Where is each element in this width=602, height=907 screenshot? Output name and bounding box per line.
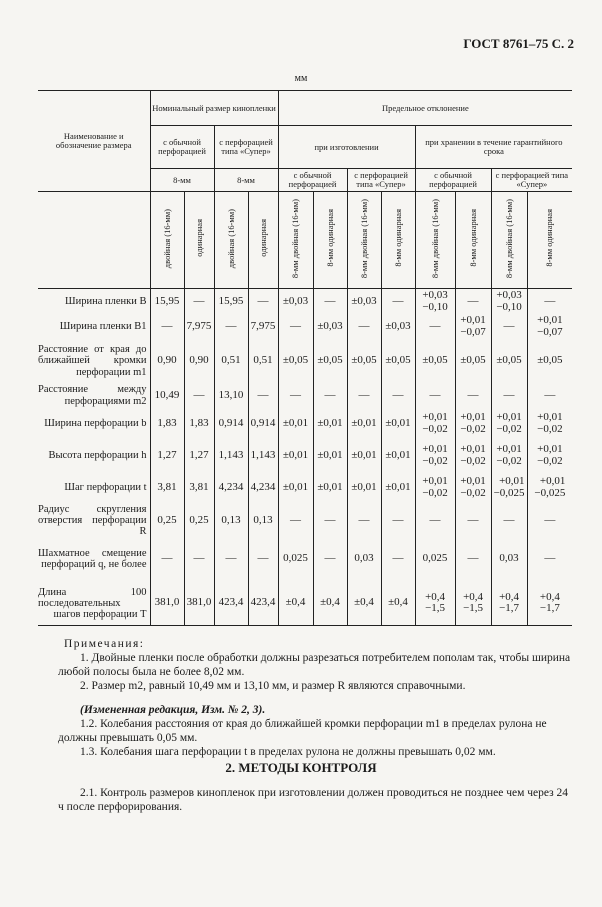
table-cell: 0,914: [214, 408, 248, 440]
table-cell: 0,25: [184, 504, 214, 537]
table-cell: ±0,01: [278, 472, 313, 504]
table-row: [38, 289, 572, 315]
normal-perforation-header: с обычной перфорацией: [150, 126, 214, 169]
table-cell: 0,90: [184, 339, 214, 383]
row-label: Расстояние от края до ближайшей кромки перфорации m1: [38, 344, 147, 378]
table-cell: ±0,01: [278, 408, 313, 440]
table-cell: ±0,01: [278, 440, 313, 472]
col-8mm-double: 8-мм двойная (16-мм): [491, 192, 527, 289]
table-cell: —: [347, 314, 381, 339]
manufacture-normal-header: с обычной перфорацией: [278, 169, 347, 192]
table-cell: 1,83: [184, 408, 214, 440]
table-row: [38, 339, 572, 383]
table-cell: ±0,05: [527, 339, 572, 383]
col-8mm-double: 8-мм двойная (16-мм): [347, 192, 381, 289]
table-cell: 0,51: [214, 339, 248, 383]
paragraph-1-2: 1.2. Колебания расстояния от края до ближайшей кромки перфорации m1 в пределах рулона не должны превышать 0,05 мм.: [58, 718, 547, 744]
table-cell: ±0,4: [313, 581, 347, 626]
table-cell: —: [248, 383, 278, 408]
table-cell: 1,27: [150, 440, 184, 472]
unit-label: мм: [294, 73, 308, 84]
table-cell: +0,01 −0,02: [527, 408, 572, 440]
table-cell: ±0,4: [347, 581, 381, 626]
col-8mm-double: 8-мм двойная (16-мм): [278, 192, 313, 289]
col-single: одинарная: [248, 192, 278, 289]
table-row: [38, 408, 572, 440]
table-cell: 4,234: [214, 472, 248, 504]
col-8mm-single: 8-мм одинарная: [381, 192, 415, 289]
table-cell: +0,01 −0,07: [455, 314, 491, 339]
table-cell: 7,975: [184, 314, 214, 339]
table-cell: +0,01 −0,02: [491, 440, 527, 472]
table-cell: +0,4 −1,7: [491, 581, 527, 626]
table-cell: +0,01 −0,025: [491, 472, 527, 504]
table-cell: 15,95: [214, 289, 248, 315]
table-cell: 423,4: [248, 581, 278, 626]
table-cell: +0,01 −0,02: [491, 408, 527, 440]
table-cell: ±0,05: [278, 339, 313, 383]
table-cell: —: [214, 537, 248, 581]
table-cell: 423,4: [214, 581, 248, 626]
table-cell: 3,81: [150, 472, 184, 504]
deviation-header: Предельное отклонение: [278, 91, 572, 126]
table-cell: —: [415, 314, 455, 339]
table-cell: ±0,01: [347, 472, 381, 504]
at-manufacture-header: при изготовлении: [278, 126, 415, 169]
table-cell: 0,13: [248, 504, 278, 537]
table-cell: —: [455, 537, 491, 581]
table-cell: 1,27: [184, 440, 214, 472]
row-label: Расстояние между перфорациями m2: [38, 384, 147, 407]
table-cell: +0,03 −0,10: [491, 289, 527, 315]
table-cell: —: [184, 289, 214, 315]
table-cell: —: [455, 289, 491, 315]
name-column-header: Наименование и обозначение размера: [38, 91, 150, 192]
table-cell: 381,0: [150, 581, 184, 626]
table-cell: ±0,03: [313, 314, 347, 339]
table-cell: +0,01 −0,02: [415, 440, 455, 472]
table-cell: —: [491, 504, 527, 537]
table-cell: 0,914: [248, 408, 278, 440]
table-cell: 1,143: [248, 440, 278, 472]
table-cell: ±0,01: [313, 472, 347, 504]
table-cell: 13,10: [214, 383, 248, 408]
table-cell: —: [313, 537, 347, 581]
table-cell: ±0,01: [347, 440, 381, 472]
at-storage-header: при хранении в течение гарантийного срока: [415, 126, 572, 169]
table-cell: 0,025: [278, 537, 313, 581]
table-cell: +0,03 −0,10: [415, 289, 455, 315]
nominal-super-8mm: 8-мм: [214, 169, 278, 192]
row-label: Ширина пленки B1: [59, 320, 147, 332]
table-cell: +0,01 −0,02: [455, 408, 491, 440]
col-8mm-single: 8-мм одинарная: [527, 192, 572, 289]
col-8mm-double: 8-мм двойная (16-мм): [415, 192, 455, 289]
table-cell: 1,83: [150, 408, 184, 440]
paragraph-1-3: 1.3. Колебания шага перфорации t в пределах рулона не должны превышать 0,02 мм.: [80, 746, 496, 758]
table-cell: +0,4 −1,5: [415, 581, 455, 626]
table-cell: ±0,03: [278, 289, 313, 315]
table-cell: 1,143: [214, 440, 248, 472]
row-label: Высота перфорации h: [48, 450, 147, 462]
row-label: Радиус скругления отверстия перфорации R: [38, 504, 147, 538]
table-cell: ±0,01: [381, 408, 415, 440]
table-row: [38, 314, 572, 339]
table-row: [38, 504, 572, 537]
row-label: Шахматное смещение перфораций q, не более: [38, 548, 147, 571]
table-cell: ±0,01: [381, 440, 415, 472]
table-cell: —: [381, 289, 415, 315]
table-cell: —: [248, 537, 278, 581]
table-cell: 0,03: [491, 537, 527, 581]
table-cell: ±0,05: [455, 339, 491, 383]
section-2-body: [58, 786, 576, 814]
table-cell: 0,51: [248, 339, 278, 383]
table-cell: 7,975: [248, 314, 278, 339]
super-perforation-header: с перфорацией типа «Супер»: [214, 126, 278, 169]
table-cell: +0,01 −0,07: [527, 314, 572, 339]
table-cell: —: [347, 383, 381, 408]
table-cell: +0,4 −1,5: [455, 581, 491, 626]
table-cell: 0,25: [150, 504, 184, 537]
table-cell: —: [527, 537, 572, 581]
table-cell: —: [214, 314, 248, 339]
notes-title: Примечания:: [64, 638, 145, 650]
table-cell: —: [455, 383, 491, 408]
table-cell: —: [313, 289, 347, 315]
table-cell: 0,03: [347, 537, 381, 581]
table-cell: 10,49: [150, 383, 184, 408]
table-cell: —: [184, 383, 214, 408]
table-cell: —: [313, 504, 347, 537]
row-label: Ширина пленки B: [65, 295, 147, 307]
dimensions-table: [38, 90, 572, 626]
table-row: [38, 581, 572, 626]
table-cell: ±0,03: [381, 314, 415, 339]
table-cell: —: [455, 504, 491, 537]
manufacture-super-header: с перфорацией типа «Супер»: [347, 169, 415, 192]
table-row: [38, 472, 572, 504]
table-cell: 0,13: [214, 504, 248, 537]
table-cell: —: [381, 537, 415, 581]
table-cell: ±0,01: [313, 408, 347, 440]
storage-super-header: с перфорацией типа «Супер»: [491, 169, 572, 192]
table-cell: ±0,05: [491, 339, 527, 383]
row-label: Ширина перфорации b: [44, 418, 147, 430]
table-cell: ±0,05: [313, 339, 347, 383]
table-cell: —: [150, 314, 184, 339]
table-cell: +0,01 −0,025: [527, 472, 572, 504]
nominal-normal-8mm: 8-мм: [150, 169, 214, 192]
col-double: двойная (16-мм): [214, 192, 248, 289]
table-row: [38, 383, 572, 408]
table-cell: ±0,01: [347, 408, 381, 440]
table-cell: 381,0: [184, 581, 214, 626]
table-cell: 0,025: [415, 537, 455, 581]
table-cell: 0,90: [150, 339, 184, 383]
note-2: 2. Размер m2, равный 10,49 мм и 13,10 мм, и размер R являются справочными.: [80, 680, 466, 692]
table-cell: ±0,05: [381, 339, 415, 383]
table-cell: +0,4 −1,7: [527, 581, 572, 626]
table-cell: —: [150, 537, 184, 581]
table-cell: —: [491, 314, 527, 339]
table-cell: —: [381, 504, 415, 537]
table-cell: ±0,05: [347, 339, 381, 383]
paragraph-2-1: 2.1. Контроль размеров кинопленок при изготовлении должен проводиться не позднее чем через 24 ч после перфорирования.: [58, 787, 569, 813]
table-cell: —: [347, 504, 381, 537]
table-cell: —: [278, 383, 313, 408]
storage-normal-header: с обычной перфорацией: [415, 169, 491, 192]
table-cell: —: [491, 383, 527, 408]
note-1: 1. Двойные пленки после обработки должны разрезаться потребителем пополам так, чтобы ширина любой полосы была не более 8,02 мм.: [58, 652, 571, 678]
table-cell: —: [381, 383, 415, 408]
col-single: одинарная: [184, 192, 214, 289]
table-cell: —: [184, 537, 214, 581]
table-cell: 4,234: [248, 472, 278, 504]
table-cell: 15,95: [150, 289, 184, 315]
table-cell: +0,01 −0,02: [455, 472, 491, 504]
row-label: Длина 100 последовательных шагов перфорации T: [38, 581, 150, 626]
table-cell: 3,81: [184, 472, 214, 504]
table-cell: —: [278, 314, 313, 339]
table-cell: ±0,4: [381, 581, 415, 626]
table-cell: +0,01 −0,02: [415, 408, 455, 440]
row-label: Шаг перфорации t: [64, 482, 147, 494]
document-reference: ГОСТ 8761–75 С. 2: [463, 36, 574, 51]
table-cell: —: [527, 289, 572, 315]
col-8mm-single: 8-мм одинарная: [455, 192, 491, 289]
col-8mm-single: 8-мм одинарная: [313, 192, 347, 289]
col-double: двойная (16-мм): [150, 192, 184, 289]
notes-block: [58, 637, 576, 759]
table-cell: —: [527, 504, 572, 537]
table-row: [38, 440, 572, 472]
table-cell: —: [415, 383, 455, 408]
table-cell: ±0,01: [381, 472, 415, 504]
table-cell: —: [278, 504, 313, 537]
table-cell: +0,01 −0,02: [527, 440, 572, 472]
table-cell: —: [248, 289, 278, 315]
table-cell: +0,01 −0,02: [455, 440, 491, 472]
table-row: [38, 537, 572, 581]
section-2-title: 2. МЕТОДЫ КОНТРОЛЯ: [225, 760, 377, 775]
table-cell: —: [313, 383, 347, 408]
table-cell: ±0,01: [313, 440, 347, 472]
nominal-size-header: Номинальный размер кинопленки: [150, 91, 278, 126]
table-cell: ±0,05: [415, 339, 455, 383]
table-cell: +0,01 −0,02: [415, 472, 455, 504]
table-cell: ±0,4: [278, 581, 313, 626]
table-cell: —: [415, 504, 455, 537]
amendment-note: (Измененная редакция, Изм. № 2, 3).: [80, 704, 266, 716]
table-cell: —: [527, 383, 572, 408]
table-cell: ±0,03: [347, 289, 381, 315]
